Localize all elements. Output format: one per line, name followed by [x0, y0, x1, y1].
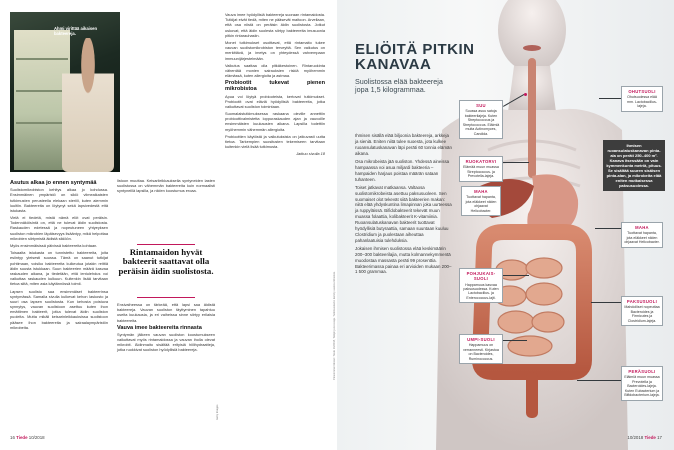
- page-title: ELIÖITÄ PITKIN KANAVAA: [355, 41, 475, 73]
- callout-title: OHUTSUOLI: [628, 89, 656, 94]
- callout-cecum: [459, 334, 503, 364]
- callout-ohutsuoli-note: [461, 186, 501, 216]
- paragraph: Osa mikrobeista jää suoliston. Yhdessä aineissa hampaassa voi asua miljardi bakteeria – hampaiden harjaus poistaa määrän sataan tuhanteen.: [355, 158, 450, 182]
- callout-duodenum: [459, 268, 503, 303]
- column-c: [225, 12, 325, 159]
- mouth-shape: [523, 45, 541, 51]
- paragraph: Suolistomikrobiston kehitys alkaa jo kohdussa. Ensimmäinen ympäristö on sikiö viimeaikaisten tutkimusten perusteella elekaan steriili, kuten aiemmin luultiin. Bakteereita on löytynyt sekä lapsivedestä että istukasta.: [10, 187, 108, 213]
- paragraph: listoon muuttaa. Keisarileikkauksella syntyneiden lasten suolistossa on vähemmän bakteereita kuin normaalisti syntyneillä lapsilla, ja niiden koostumus eroaa.: [117, 178, 215, 194]
- fridge-shelf: [16, 58, 68, 60]
- fridge-photo: [10, 12, 120, 172]
- callout-text: Ihmisen ruoansulatuskanavan pinta-ala on peräti 250–400 m². Kanava itsessään on vain kymmenkunta metriä, pituus. Se sisältää suuren sisäisen pinta-alan, ja mikrobeita elää eniten mutkaisessa paksusuolessa.: [606, 143, 662, 188]
- callout-stomach: [621, 222, 663, 248]
- callout-title: RUOKATORVI: [465, 159, 497, 164]
- callout-text: Mahdolliset nopeuttaa Bacteroides ja Firmicutes ja Clostridium-lajeja.: [624, 305, 660, 323]
- paragraph: Lapsen suolisto saa ensimmäiset bakteerinsa syntymässä. Samalla sivulla kulkevat kehon laskosto ja suuri osa lapsen suolistosta. Kun kehosta poistuva synnytys, vauvan suolistoon asettuu kuten ihon emättimen bakteerit, jotka tulevat äidin suoliston puolelta. Mutta mikäli keisarinleikkauksissa suolistoon pääsee ihon bakteereita ja sairaalaympäristön mikrobeita.: [10, 288, 108, 330]
- page-subtitle: Suolistossa elää bakteereja jopa 1,5 kilogrammaa.: [355, 77, 443, 95]
- callout-text: Tuottavat hapanta, jota eläkkeet niiden ohjaavat Helicobacter.: [465, 195, 497, 213]
- column-b-lower: [117, 302, 215, 355]
- leader-line: [503, 162, 529, 163]
- issue-number: 10/2018: [627, 435, 644, 440]
- callout-title: POHJUKAIS-SUOLI: [466, 271, 496, 282]
- leader-line: [503, 340, 527, 341]
- callout-title: MAHA: [474, 189, 488, 194]
- source-note: Pätevimmät lähteet: Tiede 10/2018, Tekijät ja koostaja. Tutkimustiedot kerätty useista lähteistä.: [333, 271, 336, 380]
- paragraph: Vauva imee hyödyllisiä bakteereja suoraan rintamaidosta. Tutkijat eivät tiedä, miten ne pääsevät maitoon. Arvellaan, että osa niistä on peräisin äidin suolistosta. Jotkut uskovat, että äidin suolesta siirtyy bakteereita imusuonia pitkin rintarauhasiin.: [225, 12, 325, 38]
- callout-title: MAHA: [635, 225, 649, 230]
- callout-mouth: [459, 100, 503, 139]
- page-folio-right: [627, 435, 662, 440]
- callout-large-intestine: [621, 296, 663, 326]
- callout-esophagus: [459, 156, 503, 182]
- paragraph: Monet tutkimukset osoittavat, että rintamaito tukee vauvan suolistomikrobiston terveyttä. Sen vaikutus on merkittävä, ja imetys on yhteydessä vahvempaan immuunijärjestelmään.: [225, 39, 325, 61]
- paragraph: Toiset jatkavat matkaansa. Valtaosa suolistomikrobeista asettuu paksusuoleen. Sen suomaiset olot tekevät siitä bakteerien makan: niitä elää yhdyskuntina limapinnan joka uurteessa ja ruppyläissä. Bifidobakteerit tekevät muun muassa folaattia, kolibakteerit K-vitamiinia. Ruoansulatuskanavan bakteerit tuottavat hyödyllisiä butyraattia, samaan suuntaan kuuluu Clostridium ja puolestaan aiheuttaa pahanlaatuisia tulehduksia.: [355, 184, 452, 243]
- callout-text: Elämää muun muassa Streptococcus- ja Prevotella-lajeja.: [463, 165, 499, 179]
- leader-line: [577, 380, 621, 381]
- paragraph: Apua voi löytyä probiooteista, kertovat tutkimukset. Probiootit ovat eläviä hyödyllisiä bakteereita, jotka vaikuttavat suoliston toimintaan.: [225, 93, 325, 109]
- paragraph: Ensivaiheessa on tärkeää, että lapsi saa äidistä bakteereja. Vauvan suoliston täyttyminen tapahtuu useita kuukausia, ja eri vaiheissa sinne siirtyy erilaisia bakteereita.: [117, 302, 215, 323]
- paragraph: Myös ensimmäisissä päivissä bakteereita kohtaan.: [10, 243, 98, 249]
- callout-text: Suussa asuu satoja bakteerilajeja. Kuten Streptococcus ja Streptococcus. Eläimiä muita Actinomyces, Candida.: [462, 109, 500, 136]
- pullquote-rule: [137, 297, 195, 298]
- paragraph: Jokaisen ihmisen suolistossa elää keskimäärin 200–300 bakteerilajia, mutta kolmannekymmentä muodostaa massasta peräti 99 prosenttia. Bakteerimassa painaa eri arvioiden mukaan 200–1 500 grammaa.: [355, 245, 452, 275]
- column-b: [117, 178, 215, 196]
- magazine-brand: Tiede: [644, 435, 656, 440]
- leader-line: [503, 275, 529, 276]
- callout-text: Eläimiä muun muassa Prevotella ja Bacteroides-lajeja. Kuten Eubacterium ja Bifidobacterium-lajeja.: [624, 375, 660, 398]
- callout-title: PAKSUSUOLI: [626, 299, 658, 304]
- magazine-brand: Tiede: [16, 435, 28, 440]
- marker-dot: [524, 93, 527, 96]
- column-a: [10, 178, 108, 332]
- leader-line: [595, 228, 621, 229]
- photo-credit: Getty Images: [216, 404, 219, 420]
- article-body: [355, 133, 452, 278]
- page-folio-left: [10, 435, 45, 440]
- photo-caption: Ahmi virittää aikaisen bakteereja.: [54, 26, 98, 37]
- section-heading: Probiootit tukevat pienen mikrobistoa: [225, 80, 325, 93]
- page-number: 16: [10, 435, 15, 440]
- fridge-shelf: [16, 90, 68, 92]
- pregnant-woman: [62, 38, 114, 172]
- pull-quote: Rintamaidon hyvät bakteerit saattavat olla peräisin äidin suolistosta.: [118, 247, 214, 276]
- section-heading: Asutus alkaa jo ennen syntymää: [10, 180, 97, 186]
- callout-title: UMPI-SUOLI: [467, 337, 495, 342]
- callout-surface-area: [603, 140, 665, 191]
- paragraph: Probioottien käytöstä ja vaikutuksista on jatkuvasti uutta tietoa. Tarkempien suositusten tekemiseen tarvitaan kuitenkin vielä lisää tutkimusta.: [225, 133, 325, 150]
- callout-title: PERÄSUOLI: [628, 369, 656, 374]
- callout-text: Ohutsuolessa elää mm. Lactobacillus-lajeja.: [627, 95, 657, 109]
- continues-note: Jatkuu sivulla 18: [296, 151, 325, 157]
- paragraph: Ihmisen sisällä elää biljoonia bakteereja, arkkeja ja sieniä. Eniten niitä tulee suoesta, jota kulkee ruoansulatuskanavan läpi peräti 60 tonnia elämän aikana.: [355, 133, 452, 156]
- page-number: 17: [657, 435, 662, 440]
- paragraph: Toisaalta istukasta on tunnistettu bakteereita, joita esiintyy yleisesti suussa. Tämä on saanut tutkijat pohtimaan, voisiko bakteereita kulkeutua jotakin reittiä äidin suusta istukkaan. Suun bakteerien määrä kasvaa raskauden aikana, ja tiedetään, että ientulehdus voi vaikuttaa raskauden kulkuun. Kuitenkin lisää tarvitaan tietoa siitä, miten asia käytännössä toimii.: [10, 250, 108, 287]
- callout-mouth-right: [621, 86, 663, 112]
- callout-rectum: [621, 366, 663, 401]
- callout-text: Happamuus on verranneesti. Kirjastoa on Bacteroides, Ruminococcus.: [463, 343, 499, 361]
- callout-text: Tuottavat hapanta, jota eläkkeet niiden ohjaavat Helicobacter.: [624, 231, 660, 245]
- pullquote-rule: [137, 244, 195, 245]
- rectum-shape: [526, 372, 538, 418]
- leader-line: [599, 98, 621, 99]
- leader-line: [591, 302, 621, 303]
- section-heading: Vauva imee bakteereita rinnasta: [117, 324, 202, 331]
- paragraph: Suomalaistutkimuksessa raskaana oleville annettiin probioottivalmistetta loppuraskauden ajan ja vauvoille ensimmäisten kuukausien aikana. Lapsilla todettiin myöhemmin vähemmän allergioita.: [225, 111, 325, 132]
- callout-text: Happamuus kasvaa paksusuolessa. Kuten Lactobacillus- ja Enterococcus-lajit.: [463, 282, 499, 300]
- paragraph: Syntymän jälkeen vauvan suoliston koostumukseen vaikuttavat myös rintamaidossa ja vauvan iholla olevat mikrobit. Äidinmaito sisältää erityisiä hiilihydraatteja, jotka ruokkivat suoliston hyödyllisiä bakteereja.: [117, 331, 215, 353]
- paragraph: Vielä ei tiedetä, mistä nämä elöt ovat peräisin. Todennäköisintä on, että ne tulevat äidin suolistosta. Raskauden edetessä ja nopeutuneen yhtyeyksen suoliston mikrobien läpäisevyys lisääntyy, mikä helpottaa mikrobien siirtymistä äidistä sikiöön.: [10, 215, 108, 241]
- issue-number: 10/2018: [28, 435, 45, 440]
- callout-title: SUU: [476, 103, 486, 108]
- fridge-shelf: [16, 122, 68, 124]
- right-page: [337, 0, 674, 450]
- esophagus-shape: [528, 58, 536, 178]
- paragraph: Vaikutus saattaa olla pitkäkestoinen. Rintaruokinta vähentää monien sairauksien riskiä myöhemmin elämässä, kuten allergioita ja astmaa.: [225, 62, 325, 79]
